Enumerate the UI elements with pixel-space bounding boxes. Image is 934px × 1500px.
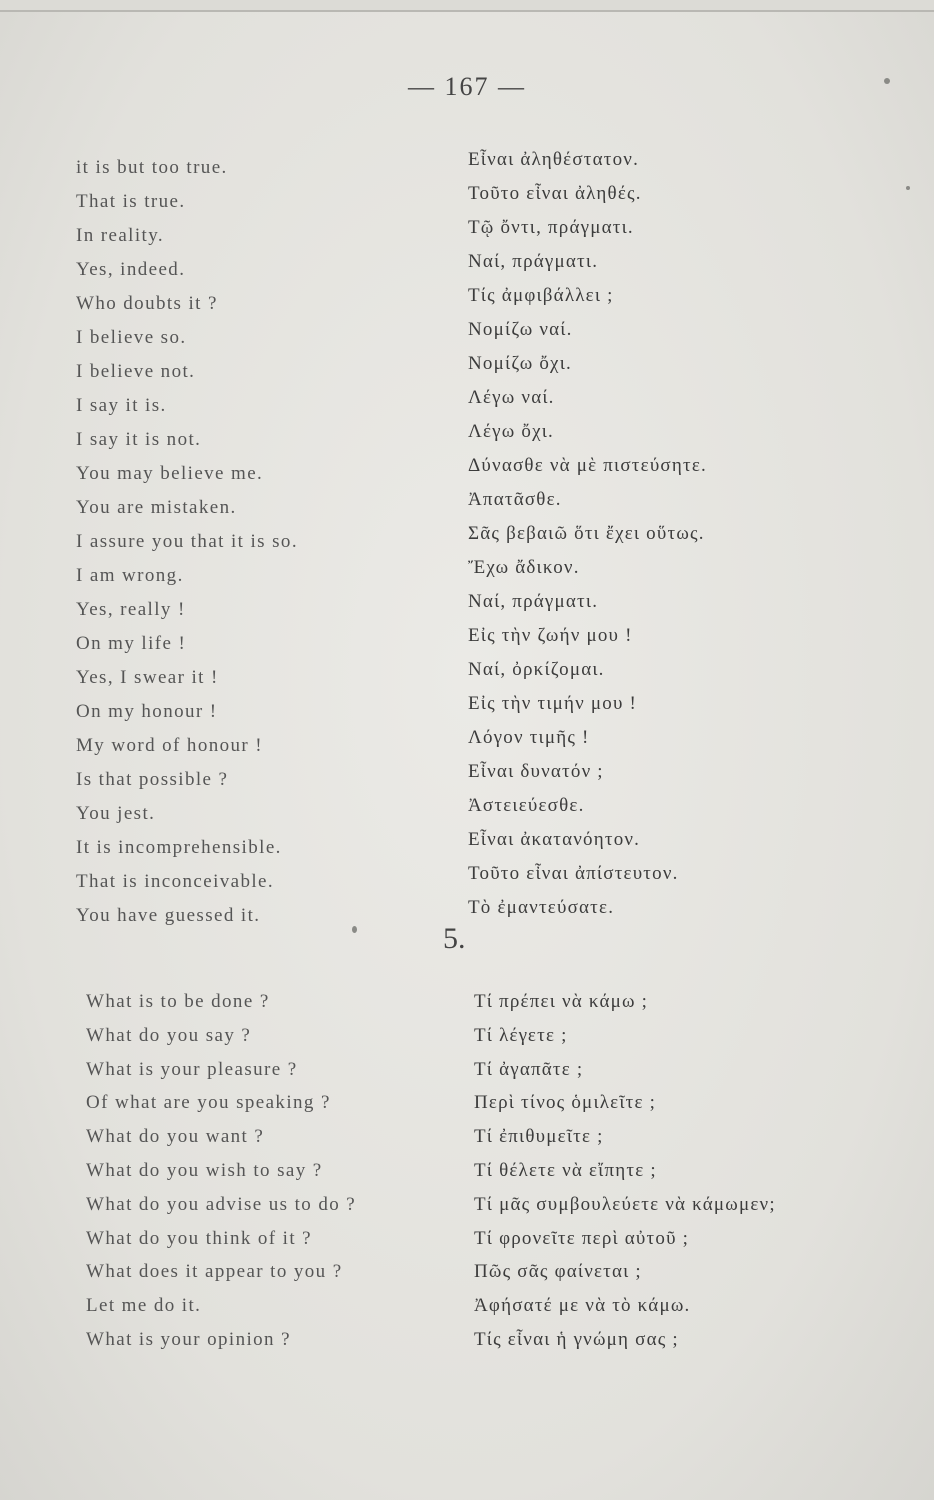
paper-speck	[906, 186, 910, 190]
greek-phrase: Πῶς σᾶς φαίνεται ;	[474, 1261, 642, 1283]
english-phrase: Let me do it.	[86, 1295, 202, 1317]
paper-speck	[884, 78, 890, 84]
english-phrase: I believe so.	[76, 327, 187, 348]
greek-phrase: Ἀφήσατέ με νὰ τὸ κάμω.	[474, 1295, 691, 1317]
english-phrase: What do you wish to say ?	[86, 1159, 323, 1181]
english-phrase: I believe not.	[76, 361, 196, 382]
greek-phrase: Δύνασθε νὰ μὲ πιστεύσητε.	[468, 455, 707, 476]
greek-phrase: Ναί, πράγματι.	[468, 251, 599, 272]
section-number: 5.	[443, 922, 466, 955]
greek-phrase: Εἰς τὴν τιμήν μου !	[468, 693, 638, 714]
greek-phrase: Τὸ ἐμαντεύσατε.	[468, 897, 615, 918]
english-phrase: That is true.	[76, 191, 186, 212]
greek-phrase: Λόγον τιμῆς !	[468, 727, 590, 748]
english-phrase: What do you think of it ?	[86, 1227, 313, 1249]
section1-english-column	[76, 151, 298, 933]
english-phrase: I say it is.	[76, 395, 167, 416]
greek-phrase: Τί ἀγαπᾶτε ;	[474, 1058, 584, 1080]
greek-phrase: Τί ἐπιθυμεῖτε ;	[474, 1126, 604, 1148]
english-phrase: On my life !	[76, 633, 187, 654]
greek-phrase: Τί πρέπει νὰ κάμω ;	[474, 991, 649, 1012]
english-phrase: On my honour !	[76, 701, 218, 722]
greek-phrase: Ναί, πράγματι.	[468, 591, 599, 612]
english-phrase: It is incomprehensible.	[76, 837, 282, 858]
english-phrase: I assure you that it is so.	[76, 531, 298, 552]
greek-phrase: Τί θέλετε νὰ εἴπητε ;	[474, 1159, 657, 1181]
english-phrase: What do you want ?	[86, 1126, 265, 1148]
english-phrase: I say it is not.	[76, 429, 202, 450]
english-phrase: Who doubts it ?	[76, 293, 218, 314]
greek-phrase: Τοῦτο εἶναι ἀληθές.	[468, 183, 642, 204]
paper-speck	[352, 926, 357, 933]
english-phrase: Of what are you speaking ?	[86, 1092, 331, 1114]
greek-phrase: Τί μᾶς συμβουλεύετε νὰ κάμωμεν;	[474, 1193, 776, 1215]
section2-english-column	[86, 985, 356, 1357]
english-phrase: You may believe me.	[76, 463, 264, 484]
greek-phrase: Νομίζω ναί.	[468, 319, 573, 340]
greek-phrase: Ἀστειεύεσθε.	[468, 795, 585, 816]
english-phrase: You jest.	[76, 803, 156, 824]
english-phrase: You have guessed it.	[76, 905, 261, 926]
english-phrase: What do you advise us to do ?	[86, 1193, 357, 1215]
english-phrase: My word of honour !	[76, 735, 264, 756]
english-phrase: You are mistaken.	[76, 497, 237, 518]
greek-phrase: Τῷ ὄντι, πράγματι.	[468, 217, 634, 238]
english-phrase: That is inconceivable.	[76, 871, 275, 892]
english-phrase: What is your pleasure ?	[86, 1058, 298, 1080]
english-phrase: What does it appear to you ?	[86, 1261, 343, 1283]
greek-phrase: Νομίζω ὄχι.	[468, 353, 572, 374]
greek-phrase: Σᾶς βεβαιῶ ὅτι ἔχει οὕτως.	[468, 523, 705, 544]
english-phrase: In reality.	[76, 225, 165, 246]
greek-phrase: Τίς ἀμφιβάλλει ;	[468, 285, 614, 306]
greek-phrase: Τί λέγετε ;	[474, 1024, 568, 1046]
greek-phrase: Τί φρονεῖτε περὶ αὐτοῦ ;	[474, 1227, 690, 1249]
page-top-edge	[0, 0, 934, 12]
greek-phrase: Λέγω ναί.	[468, 387, 555, 408]
english-phrase: Yes, indeed.	[76, 259, 186, 280]
section1-greek-column	[468, 143, 707, 925]
section2-greek-column	[474, 985, 776, 1357]
greek-phrase: Ἔχω ἄδικον.	[468, 557, 580, 578]
english-phrase: What do you say ?	[86, 1024, 252, 1046]
greek-phrase: Τίς εἶναι ἡ γνώμη σας ;	[474, 1328, 679, 1350]
english-phrase: it is but too true.	[76, 157, 228, 178]
greek-phrase: Εἶναι ἀκατανόητον.	[468, 829, 641, 850]
greek-phrase: Ναί, ὀρκίζομαι.	[468, 659, 605, 680]
english-phrase: I am wrong.	[76, 565, 184, 586]
english-phrase: Is that possible ?	[76, 769, 229, 790]
english-phrase: What is your opinion ?	[86, 1328, 291, 1350]
greek-phrase: Τοῦτο εἶναι ἀπίστευτον.	[468, 863, 679, 884]
english-phrase: What is to be done ?	[86, 991, 270, 1012]
english-phrase: Yes, really !	[76, 599, 186, 620]
english-phrase: Yes, I swear it !	[76, 667, 219, 688]
greek-phrase: Ἀπατᾶσθε.	[468, 489, 562, 510]
page-number: — 167 —	[408, 72, 526, 101]
greek-phrase: Εἶναι ἀληθέστατον.	[468, 149, 640, 170]
greek-phrase: Περὶ τίνος ὁμιλεῖτε ;	[474, 1092, 657, 1114]
greek-phrase: Εἶναι δυνατόν ;	[468, 761, 604, 782]
greek-phrase: Εἰς τὴν ζωήν μου !	[468, 625, 633, 646]
greek-phrase: Λέγω ὄχι.	[468, 421, 555, 442]
